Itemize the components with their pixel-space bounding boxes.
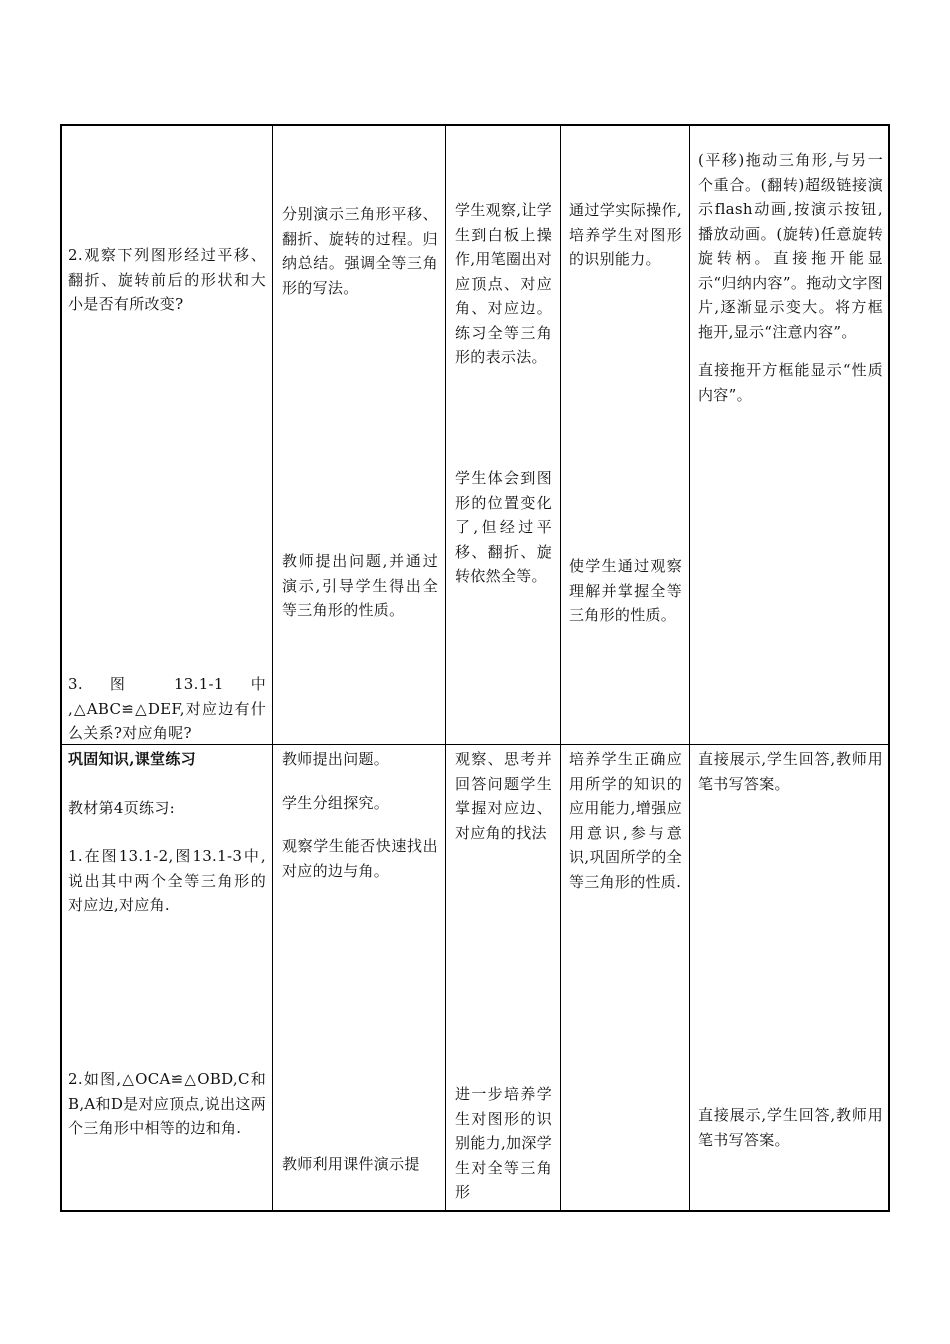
section-subheading: 教材第4页练习:	[68, 798, 175, 817]
teacher-question-cell: 教师提出问题,并通过演示,引导学生得出全等三角形的性质。	[282, 552, 438, 619]
media-use-cell: 直接展示,学生回答,教师用笔书写答案。	[698, 1106, 883, 1149]
student-activity-cell: 学生观察,让学生到白板上操作,用笔圈出对应顶点、对应角、对应边。练习全等三角形的表示法。	[455, 201, 552, 366]
practice-cell	[68, 747, 266, 918]
section-heading: 巩固知识,课堂练习	[68, 750, 196, 768]
teacher-demo-cell: 分别演示三角形平移、翻折、旋转的过程。归纳总结。强调全等三角形的写法。	[282, 205, 438, 297]
column-divider	[560, 124, 561, 1212]
column-divider	[689, 124, 690, 1212]
observe-question-cell: 2.观察下列图形经过平移、翻折、旋转前后的形状和大小是否有所改变?	[68, 246, 266, 313]
teacher-activity-cell: 教师利用课件演示提	[282, 1155, 420, 1173]
correspondence-question-cell: 3. 图 13.1-1 中 ,△ABC≌△DEF,对应边有什么关系?对应角呢?	[68, 675, 266, 742]
media-use-cell: (平移)拖动三角形,与另一个重合。(翻转)超级链接演示flash动画,按演示按钮,播放动画。(旋转)任意旋转旋转柄。直接拖开能显示“归纳内容”。拖动文字图片,逐渐显示变大。将方框拖开,显示“注意内容”。 直接拖开方框能显示“性质内容”。	[698, 151, 883, 404]
student-activity-cell: 观察、思考并回答问题学生掌握对应边、对应角的找法	[455, 750, 552, 842]
teacher-activity-cell: 教师提出问题。 学生分组探究。 观察学生能否快速找出对应的边与角。	[282, 750, 438, 880]
design-intent-cell: 培养学生正确应用所学的知识的应用能力,增强应用意识,参与意识,巩固所学的全等三角形的性质.	[569, 750, 682, 891]
column-divider	[272, 124, 273, 1212]
student-experience-cell: 学生体会到图形的位置变化了,但经过平移、翻折、旋转依然全等。	[455, 469, 552, 585]
student-activity-cell: 进一步培养学生对图形的识别能力,加深学生对全等三角形	[455, 1085, 552, 1201]
design-intent-cell: 使学生通过观察理解并掌握全等三角形的性质。	[569, 557, 682, 624]
exercise-2: 2.如图,△OCA≌△OBD,C和B,A和D是对应顶点,说出这两个三角形中相等的边和角.	[68, 1070, 266, 1137]
design-intent-cell: 通过学实际操作,培养学生对图形的识别能力。	[569, 201, 682, 268]
column-divider	[445, 124, 446, 1212]
media-use-cell: 直接展示,学生回答,教师用笔书写答案。	[698, 750, 883, 793]
exercise-1: 1.在图13.1-2,图13.1-3中,说出其中两个全等三角形的对应边,对应角.	[68, 847, 266, 914]
